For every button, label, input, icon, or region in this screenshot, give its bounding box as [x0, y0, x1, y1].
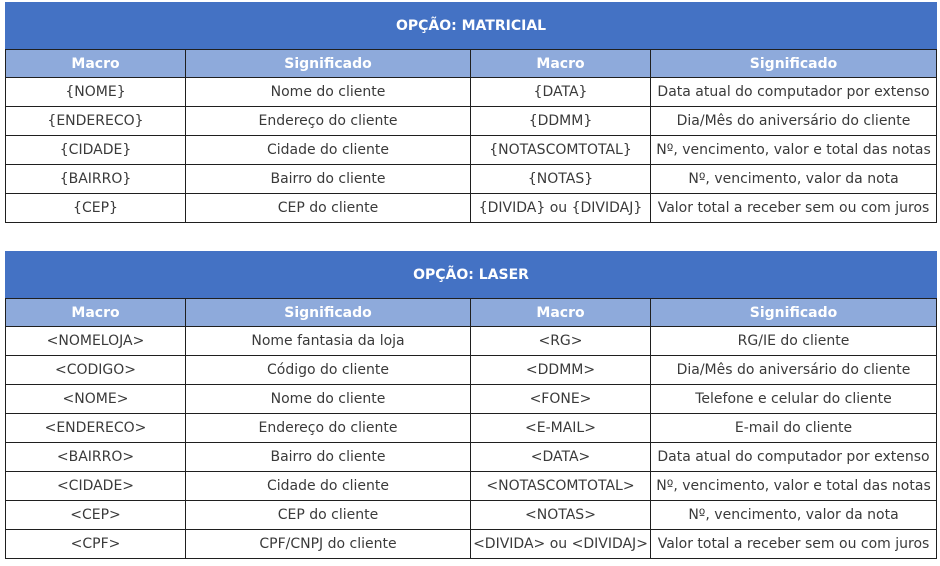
- table-title: OPÇÃO: LASER: [6, 252, 937, 299]
- matricial-table: [5, 2, 937, 223]
- macro-cell: <CODIGO>: [6, 356, 186, 385]
- table-header-row: [6, 299, 937, 327]
- column-header-significado: Significado: [186, 299, 471, 327]
- table-row: [6, 443, 937, 472]
- table-row: [6, 385, 937, 414]
- macro-cell: {DATA}: [471, 78, 651, 107]
- macro-cell: <NOME>: [6, 385, 186, 414]
- macro-cell: {CIDADE}: [6, 136, 186, 165]
- macro-cell: {DIVIDA} ou {DIVIDAJ}: [471, 194, 651, 223]
- significado-cell: Nº, vencimento, valor da nota: [651, 501, 937, 530]
- macro-cell: <E-MAIL>: [471, 414, 651, 443]
- significado-cell: Nome do cliente: [186, 385, 471, 414]
- significado-cell: Código do cliente: [186, 356, 471, 385]
- macro-cell: {ENDERECO}: [6, 107, 186, 136]
- macro-cell: <ENDERECO>: [6, 414, 186, 443]
- column-header-macro: Macro: [6, 50, 186, 78]
- macro-cell: <CIDADE>: [6, 472, 186, 501]
- table-row: [6, 327, 937, 356]
- significado-cell: Nome fantasia da loja: [186, 327, 471, 356]
- significado-cell: Bairro do cliente: [186, 165, 471, 194]
- column-header-significado: Significado: [651, 299, 937, 327]
- significado-cell: CEP do cliente: [186, 501, 471, 530]
- significado-cell: Nome do cliente: [186, 78, 471, 107]
- table-row: [6, 78, 937, 107]
- column-header-macro: Macro: [471, 50, 651, 78]
- macro-cell: {NOME}: [6, 78, 186, 107]
- significado-cell: Nº, vencimento, valor e total das notas: [651, 472, 937, 501]
- table-row: [6, 414, 937, 443]
- significado-cell: CPF/CNPJ do cliente: [186, 530, 471, 559]
- table-row: [6, 356, 937, 385]
- macro-cell: <CPF>: [6, 530, 186, 559]
- table-body: [6, 327, 937, 559]
- significado-cell: E-mail do cliente: [651, 414, 937, 443]
- macro-cell: {BAIRRO}: [6, 165, 186, 194]
- table-body: [6, 78, 937, 223]
- table-title-row: [6, 252, 937, 299]
- table-row: [6, 194, 937, 223]
- significado-cell: RG/IE do cliente: [651, 327, 937, 356]
- table-row: [6, 165, 937, 194]
- significado-cell: Dia/Mês do aniversário do cliente: [651, 107, 937, 136]
- column-header-macro: Macro: [6, 299, 186, 327]
- table-row: [6, 107, 937, 136]
- laser-table: [5, 251, 937, 559]
- significado-cell: Endereço do cliente: [186, 107, 471, 136]
- macro-cell: <NOTAS>: [471, 501, 651, 530]
- macro-cell: <FONE>: [471, 385, 651, 414]
- significado-cell: Cidade do cliente: [186, 472, 471, 501]
- table-title: OPÇÃO: MATRICIAL: [6, 3, 937, 50]
- macro-cell: {DDMM}: [471, 107, 651, 136]
- significado-cell: Dia/Mês do aniversário do cliente: [651, 356, 937, 385]
- table-header-row: [6, 50, 937, 78]
- significado-cell: Valor total a receber sem ou com juros: [651, 194, 937, 223]
- macro-cell: <CEP>: [6, 501, 186, 530]
- macro-cell: {NOTASCOMTOTAL}: [471, 136, 651, 165]
- column-header-significado: Significado: [186, 50, 471, 78]
- macro-cell: <NOTASCOMTOTAL>: [471, 472, 651, 501]
- significado-cell: CEP do cliente: [186, 194, 471, 223]
- macro-cell: <DATA>: [471, 443, 651, 472]
- macro-cell: <DIVIDA> ou <DIVIDAJ>: [471, 530, 651, 559]
- significado-cell: Cidade do cliente: [186, 136, 471, 165]
- table-row: [6, 501, 937, 530]
- significado-cell: Data atual do computador por extenso: [651, 78, 937, 107]
- significado-cell: Bairro do cliente: [186, 443, 471, 472]
- significado-cell: Data atual do computador por extenso: [651, 443, 937, 472]
- column-header-significado: Significado: [651, 50, 937, 78]
- table-title-row: [6, 3, 937, 50]
- macro-cell: <RG>: [471, 327, 651, 356]
- table-row: [6, 136, 937, 165]
- table-row: [6, 530, 937, 559]
- significado-cell: Telefone e celular do cliente: [651, 385, 937, 414]
- significado-cell: Nº, vencimento, valor da nota: [651, 165, 937, 194]
- significado-cell: Nº, vencimento, valor e total das notas: [651, 136, 937, 165]
- table-row: [6, 472, 937, 501]
- significado-cell: Valor total a receber sem ou com juros: [651, 530, 937, 559]
- macro-cell: {CEP}: [6, 194, 186, 223]
- macro-cell: <DDMM>: [471, 356, 651, 385]
- macro-cell: <BAIRRO>: [6, 443, 186, 472]
- significado-cell: Endereço do cliente: [186, 414, 471, 443]
- macro-cell: <NOMELOJA>: [6, 327, 186, 356]
- column-header-macro: Macro: [471, 299, 651, 327]
- macro-cell: {NOTAS}: [471, 165, 651, 194]
